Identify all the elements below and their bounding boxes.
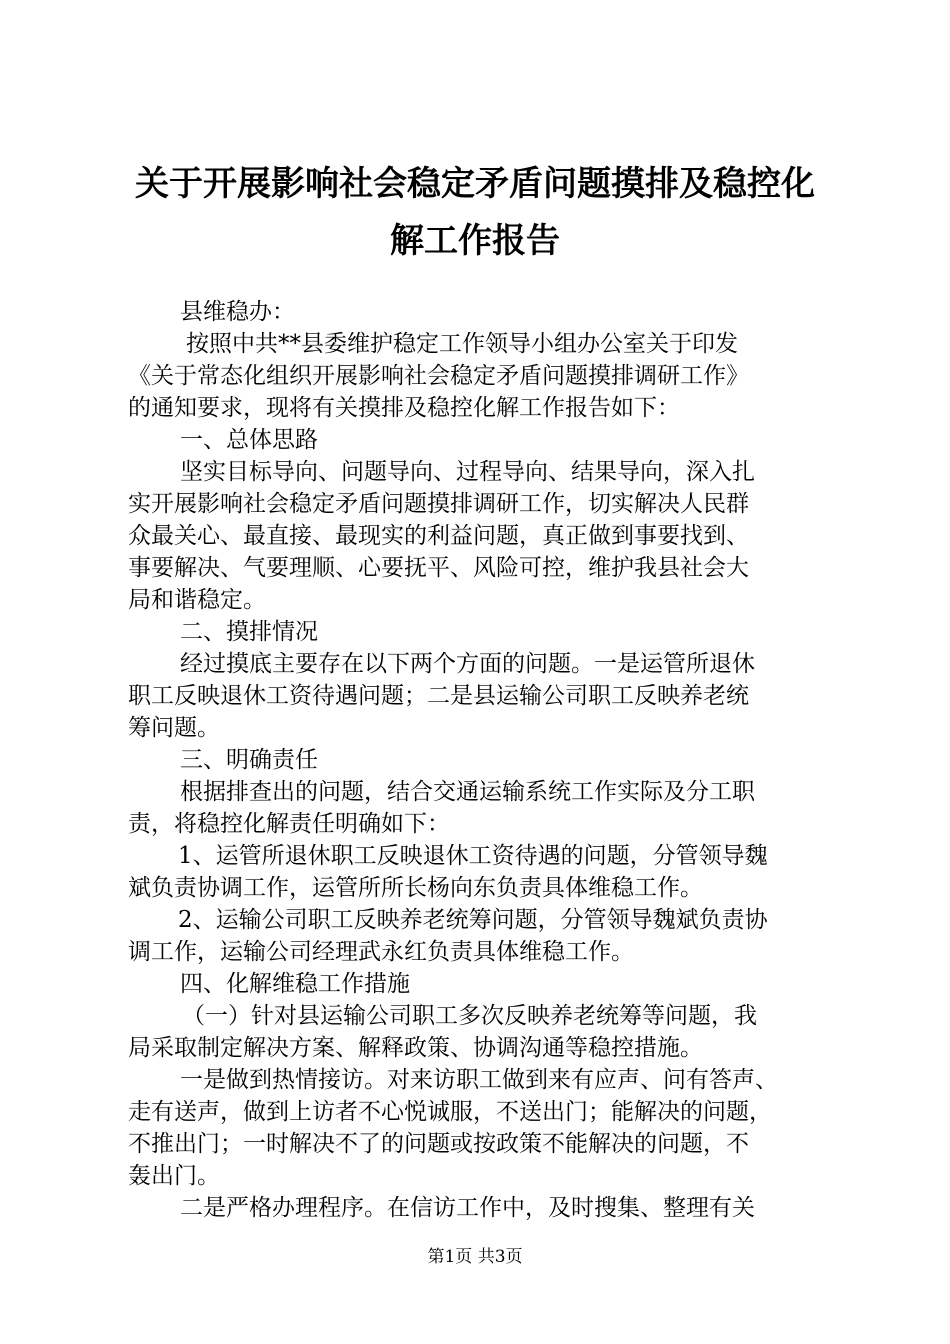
document-body (128, 296, 832, 1224)
page-number-footer: 第1页 共3页 (427, 1247, 523, 1267)
document-title-line-2: 解工作报告 (390, 221, 560, 261)
list-item-line: 调工作，运输公司经理武永红负责具体维稳工作。 (128, 939, 634, 965)
paragraph-line: 局和谐稳定。 (128, 587, 266, 613)
paragraph-line: 不推出门；一时解决不了的问题或按政策不能解决的问题，不 (128, 1131, 749, 1157)
paragraph-line: 责，将稳控化解责任明确如下： (128, 811, 450, 837)
document-title-line-1: 关于开展影响社会稳定矛盾问题摸排及稳控化 (135, 164, 815, 204)
paragraph-line: 走有送声，做到上访者不心悦诚服，不送出门；能解决的问题， (128, 1099, 772, 1125)
salutation: 县维稳办： (180, 299, 295, 325)
section-heading: 二、摸排情况 (180, 619, 318, 645)
paragraph-line: 轰出门。 (128, 1163, 220, 1189)
list-item-line: 斌负责协调工作，运管所所长杨向东负责具体维稳工作。 (128, 875, 703, 901)
paragraph-line: 实开展影响社会稳定矛盾问题摸排调研工作，切实解决人民群 (128, 491, 749, 517)
paragraph-line: （一）针对县运输公司职工多次反映养老统筹等问题，我 (182, 1003, 757, 1029)
paragraph-line: 筹问题。 (128, 715, 220, 741)
paragraph-line: 根据排查出的问题，结合交通运输系统工作实际及分工职 (180, 779, 755, 805)
paragraph-line: 的通知要求，现将有关摸排及稳控化解工作报告如下： (128, 395, 680, 421)
section-heading: 四、化解维稳工作措施 (180, 971, 410, 997)
paragraph-line: 事要解决、气要理顺、心要抚平、风险可控，维护我县社会大 (128, 555, 749, 581)
paragraph-line: 坚实目标导向、问题导向、过程导向、结果导向，深入扎 (180, 459, 755, 485)
paragraph-line: 按照中共**县委维护稳定工作领导小组办公室关于印发 (186, 331, 738, 357)
paragraph-line: 《关于常态化组织开展影响社会稳定矛盾问题摸排调研工作》 (128, 363, 749, 389)
paragraph-line: 一是做到热情接访。对来访职工做到来有应声、问有答声、 (180, 1067, 778, 1093)
list-item-line: 1、运管所退休职工反映退休工资待遇的问题，分管领导魏 (178, 843, 768, 869)
list-item-line: 2、运输公司职工反映养老统筹问题，分管领导魏斌负责协 (178, 907, 768, 933)
paragraph-line: 职工反映退休工资待遇问题；二是县运输公司职工反映养老统 (128, 683, 749, 709)
paragraph-line: 众最关心、最直接、最现实的利益问题，真正做到事要找到、 (128, 523, 749, 549)
section-heading: 一、总体思路 (180, 427, 318, 453)
paragraph-line: 局采取制定解决方案、解释政策、协调沟通等稳控措施。 (128, 1035, 703, 1061)
section-heading: 三、明确责任 (180, 747, 318, 773)
paragraph-line: 二是严格办理程序。在信访工作中，及时搜集、整理有关 (180, 1195, 755, 1221)
paragraph-line: 经过摸底主要存在以下两个方面的问题。一是运管所退休 (180, 651, 755, 677)
